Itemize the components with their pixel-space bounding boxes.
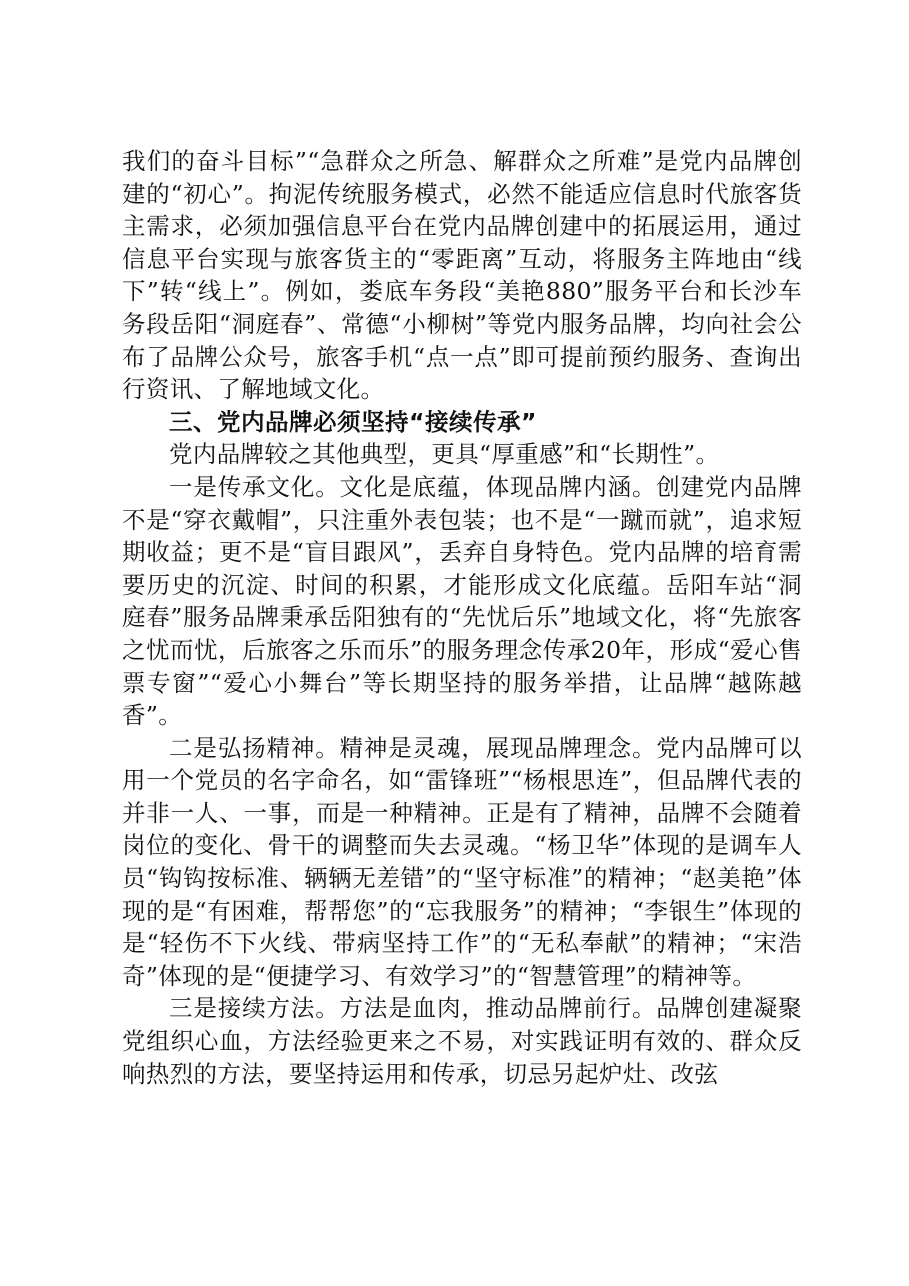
paragraph-continue-methods: 三是接续方法。方法是血肉，推动品牌前行。品牌创建凝聚党组织心血，方法经验更来之不易，对实践证明有效的、群众反响热烈的方法，要坚持运用和传承，切忌另起炉灶、改弦 — [122, 994, 802, 1088]
paragraph-inherit-culture: 一是传承文化。文化是底蕴，体现品牌内涵。创建党内品牌不是“穿衣戴帽”，只注重外表包装；也不是“一蹴而就”，追求短期收益；更不是“盲目跟风”，丢弃自身特色。党内品牌的培育需要历史的沉淀、时间的积累，才能形成文化底蕴。岳阳车站“洞庭春”服务品牌秉承岳阳独有的“先忧后乐”地域文化，将“先旅客之忧而忧，后旅客之乐而乐”的服务理念传承20年，形成“爱心售票专窗”“爱心小舞台”等长期坚持的服务举措，让品牌“越陈越香”。 — [122, 472, 802, 730]
paragraph-info-platform: 我们的奋斗目标”“急群众之所急、解群众之所难”是党内品牌创建的“初心”。拘泥传统服务模式，必然不能适应信息时代旅客货主需求，必须加强信息平台在党内品牌创建中的拓展运用，通过信息平台实现与旅客货主的“零距离”互动，将服务主阵地由“线下”转“线上”。例如，娄底车务段“美艳880”服务平台和长沙车务段岳阳“洞庭春”、常德“小柳树”等党内服务品牌，均向社会公布了品牌公众号，旅客手机“点一点”即可提前预约服务、查询出行资讯、了解地域文化。 — [122, 147, 802, 404]
document-body — [122, 145, 802, 1090]
paragraph-intro-continuity: 党内品牌较之其他典型，更具“厚重感”和“长期性”。 — [169, 440, 720, 469]
paragraph-promote-spirit: 二是弘扬精神。精神是灵魂，展现品牌理念。党内品牌可以用一个党员的名字命名，如“雷锋班”“杨根思连”，但品牌代表的并非一人、一事，而是一种精神。正是有了精神，品牌不会随着岗位的变化、骨干的调整而失去灵魂。“杨卫华”体现的是调车人员“钩钩按标准、辆辆无差错”的“坚守标准”的精神；“赵美艳”体现的是“有困难，帮帮您”的“忘我服务”的精神；“李银生”体现的是“轻伤不下火线、带病坚持工作”的“无私奉献”的精神；“宋浩奇”体现的是“便捷学习、有效学习”的“智慧管理”的精神等。 — [122, 733, 802, 990]
section-heading-continuity: 三、党内品牌必须坚持“接续传承” — [169, 407, 537, 436]
